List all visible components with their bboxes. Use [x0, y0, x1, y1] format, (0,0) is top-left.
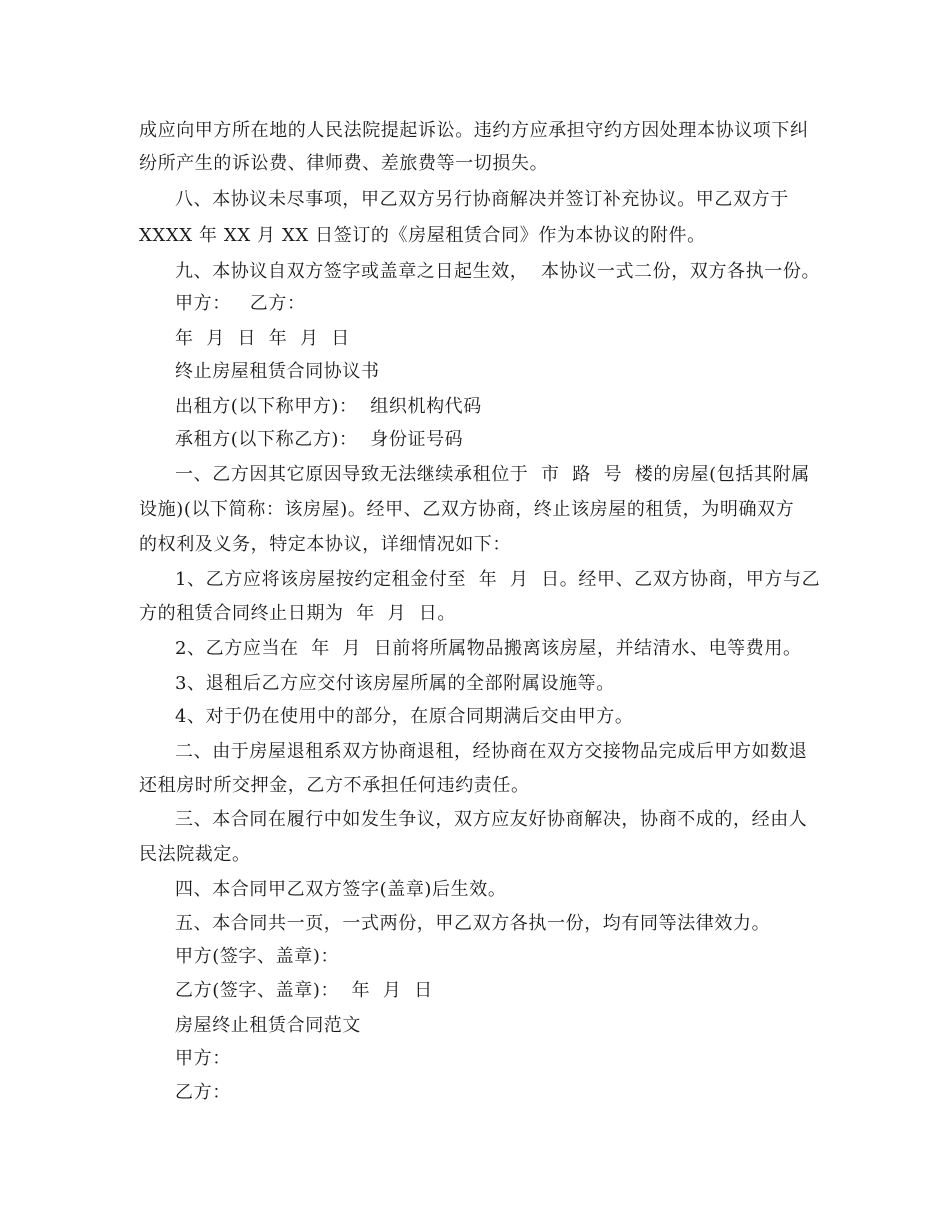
- paragraph-line: XXXX 年 XX 月 XX 日签订的《房屋租赁合同》作为本协议的附件。: [139, 225, 706, 246]
- item-2-line: 2、乙方应当在 年 月 日前将所属物品搬离该房屋，并结清水、电等费用。: [175, 638, 802, 659]
- clause-5-line: 五、本合同共一页，一式两份，甲乙双方各执一份，均有同等法律效力。: [175, 913, 771, 934]
- paragraph-line: 方的租赁合同终止日期为 年 月 日。: [139, 603, 456, 624]
- party-a-line: 甲方：: [175, 1048, 231, 1069]
- lessor-line: 出租方(以下称甲方)： 组织机构代码: [175, 396, 482, 417]
- party-b-line: 乙方：: [175, 1082, 231, 1103]
- clause-9-line: 九、本协议自双方签字或盖章之日起生效， 本协议一式二份，双方各执一份。: [175, 261, 821, 282]
- item-1-line: 1、乙方应将该房屋按约定租金付至 年 月 日。经甲、乙双方协商，甲方与乙: [175, 569, 821, 590]
- lessee-line: 承租方(以下称乙方)： 身份证号码: [175, 429, 464, 450]
- clause-4-line: 四、本合同甲乙双方签字(盖章)后生效。: [175, 879, 507, 900]
- party-b-signature-line: 乙方(签字、盖章)： 年 月 日: [175, 980, 433, 1001]
- clause-8-line: 八、本协议未尽事项，甲乙双方另行协商解决并签订补充协议。甲乙双方于: [175, 189, 789, 210]
- clause-3-line: 三、本合同在履行中如发生争议，双方应友好协商解决，协商不成的，经由人: [175, 809, 808, 830]
- clause-1-line: 一、乙方因其它原因导致无法继续承租位于 市 路 号 楼的房屋(包括其附属: [175, 464, 810, 485]
- paragraph-line: 民法院裁定。: [139, 844, 251, 865]
- paragraph-line: 设施)(以下简称：该房屋)。经甲、乙双方协商，终止该房屋的租赁，为明确双方: [139, 499, 795, 520]
- item-3-line: 3、退租后乙方应交付该房屋所属的全部附属设施等。: [175, 673, 615, 694]
- signature-parties-line: 甲方： 乙方：: [175, 293, 306, 314]
- item-4-line: 4、对于仍在使用中的部分，在原合同期满后交由甲方。: [175, 706, 634, 727]
- paragraph-line: 还租房时所交押金，乙方不承担任何违约责任。: [139, 775, 530, 796]
- paragraph-line: 纷所产生的诉讼费、律师费、差旅费等一切损失。: [139, 153, 549, 174]
- clause-2-line: 二、由于房屋退租系双方协商退租，经协商在双方交接物品完成后甲方如数退: [175, 741, 808, 762]
- paragraph-line: 成应向甲方所在地的人民法院提起诉讼。违约方应承担守约方因处理本协议项下纠: [139, 120, 809, 141]
- paragraph-line: 的权利及义务，特定本协议，详细情况如下：: [139, 534, 511, 555]
- date-line: 年 月 日 年 月 日: [175, 328, 350, 349]
- party-a-signature-line: 甲方(签字、盖章)：: [175, 946, 340, 967]
- section-title: 终止房屋租赁合同协议书: [175, 361, 380, 382]
- section-title: 房屋终止租赁合同范文: [175, 1015, 361, 1036]
